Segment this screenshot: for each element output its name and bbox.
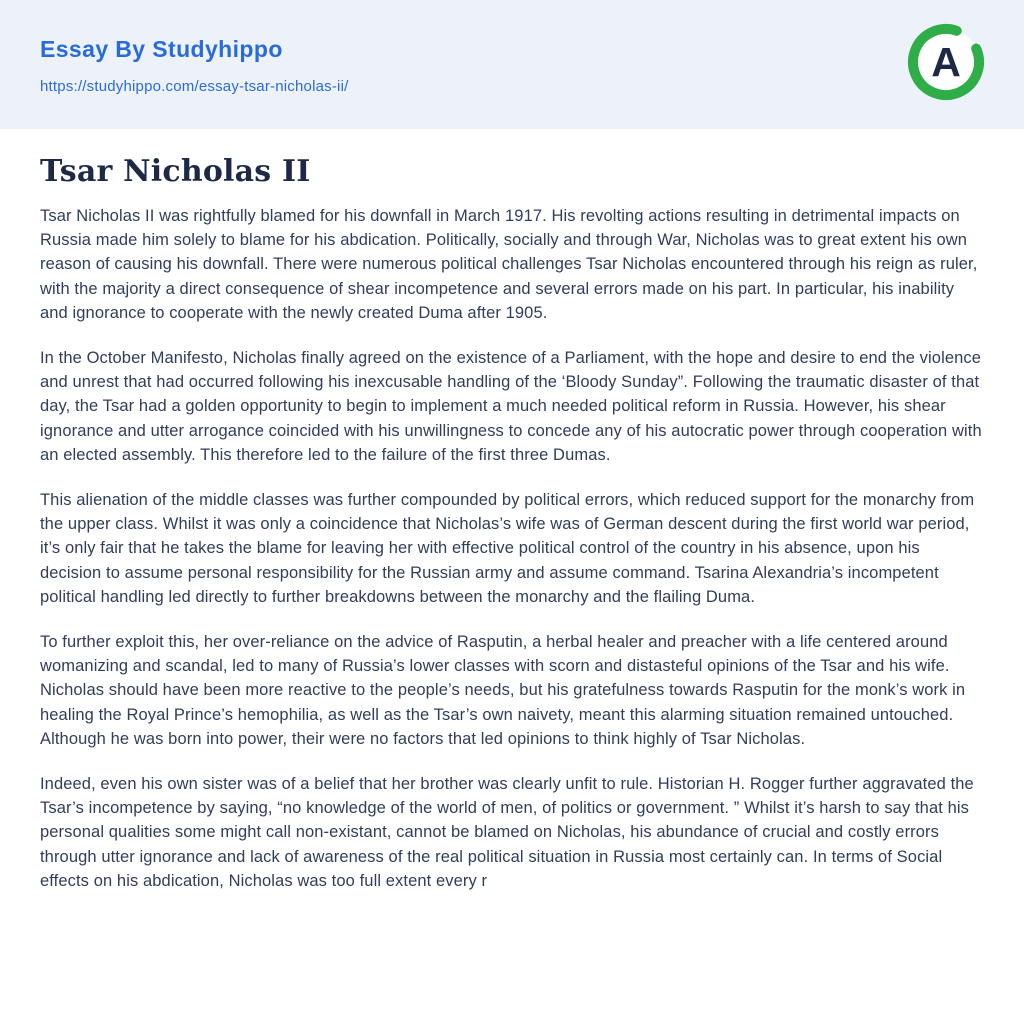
site-title-link[interactable]: Essay By Studyhippo [40, 36, 283, 62]
logo-letter: A [931, 39, 961, 85]
essay-title: Tsar Nicholas II [40, 154, 311, 189]
essay-paragraph: This alienation of the middle classes was further compounded by political errors, which reduced support for the monarchy from the upper class. Whilst it was only a coincidence that Nicholas’s wife was of German descent during the first world war period, it’s only fair that he takes the blame for leaving her with effective political control of the country in his absence, upon his decision to assume personal responsibility for the Russian army and assume command. Tsarina Alexandria’s incompetent political handling led directly to further breakdowns between the monarchy and the flailing Duma. [40, 491, 975, 606]
studyhippo-logo-icon [906, 22, 986, 102]
essay-paragraph: To further exploit this, her over-reliance on the advice of Rasputin, a herbal healer and preacher with a life centered around womanizing and scandal, led to many of Russia’s lower classes with scorn and distasteful opinions of the Tsar and his wife. Nicholas should have been more reactive to the people’s needs, but his gratefulness towards Rasputin for the monk’s work in healing the Royal Prince’s hemophilia, as well as the Tsar’s own naivety, meant this alarming situation remained untouched. Although he was born into power, their were no factors that led opinions to think highly of Tsar Nicholas. [40, 633, 966, 748]
essay-content [0, 129, 1024, 893]
essay-paragraph: In the October Manifesto, Nicholas finally agreed on the existence of a Parliament, with the hope and desire to end the violence and unrest that had occurred following his inexcusable handling of the ‘Bloody Sunday”. Following the traumatic disaster of that day, the Tsar had a golden opportunity to begin to implement a much needed political reform in Russia. However, his shear ignorance and utter arrogance coincided with his unwillingness to concede any of his autocratic power through cooperation with an elected assembly. This therefore led to the failure of the first three Dumas. [40, 349, 982, 464]
page-header [0, 0, 1024, 129]
essay-body [40, 204, 984, 893]
essay-paragraph: Tsar Nicholas II was rightfully blamed for his downfall in March 1917. His revolting actions resulting in detrimental impacts on Russia made him solely to blame for his abdication. Politically, socially and through War, Nicholas was to great extent his own reason of causing his downfall. There were numerous political challenges Tsar Nicholas encountered through his reign as ruler, with the majority a direct consequence of shear incompetence and several errors made on his part. In particular, his inability and ignorance to cooperate with the newly created Duma after 1905. [40, 207, 978, 322]
page-url-link[interactable]: https://studyhippo.com/essay-tsar-nicholas-ii/ [40, 78, 349, 95]
essay-paragraph: Indeed, even his own sister was of a belief that her brother was clearly unfit to rule. Historian H. Rogger further aggravated the Tsar’s incompetence by saying, “no knowledge of the world of men, of politics or government. ” Whilst it’s harsh to say that his personal qualities some might call non-existant, cannot be blamed on Nicholas, his abundance of crucial and costly errors through utter ignorance and lack of awareness of the real political situation in Russia most certainly can. In terms of Social effects on his abdication, Nicholas was too full extent every r [40, 775, 974, 890]
